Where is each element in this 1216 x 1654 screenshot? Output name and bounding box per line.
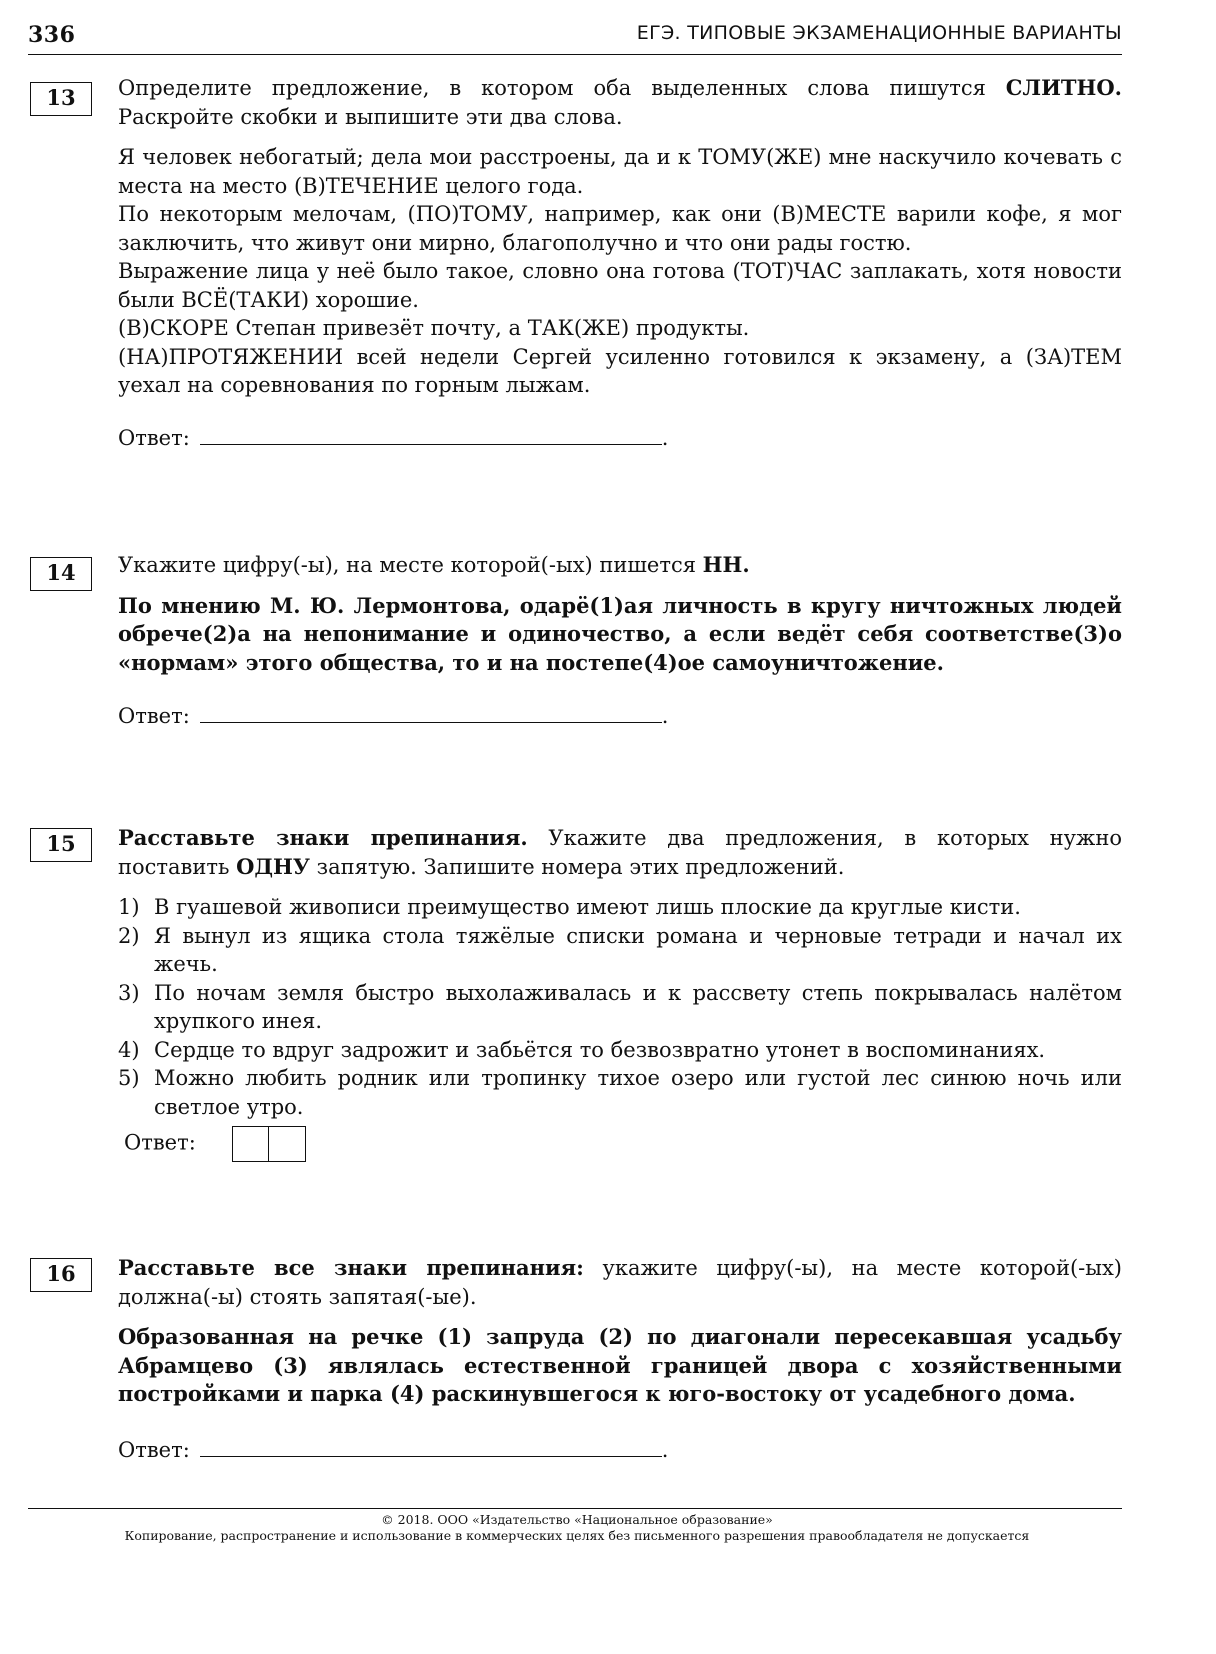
task-13-body bbox=[118, 74, 1122, 400]
task-15-answer: Ответ: bbox=[124, 1126, 306, 1162]
task-15-number: 15 bbox=[30, 828, 92, 862]
task-15-option-5: 5) Можно любить родник или тропинку тихое озеро или густой лес синюю ночь или светлое утро. bbox=[118, 1066, 1122, 1119]
task-16-body bbox=[118, 1254, 1122, 1409]
task-13-sentence-5: (НА)ПРОТЯЖЕНИИ всей недели Сергей усиленно готовился к экзамену, а (ЗА)ТЕМ уехал на соревнования по горным лыжам. bbox=[118, 344, 1122, 397]
task-13-sentence-2: По некоторым мелочам, (ПО)ТОМУ, например, как они (В)МЕСТЕ варили кофе, я мог заключить, что живут они мирно, благополучно и что они рады гостю. bbox=[118, 202, 1122, 255]
footer-rule bbox=[28, 1508, 1122, 1509]
task-13-sentence-4: (В)СКОРЕ Степан привезёт почту, а ТАК(ЖЕ) продукты. bbox=[118, 316, 750, 340]
footer-notice: Копирование, распространение и использование в коммерческих целях без письменного разрешения правообладателя не допускается bbox=[124, 1528, 1030, 1543]
task-15-option-3: 3) По ночам земля быстро выхолаживалась и к рассвету степь покрывалась налётом хрупкого инея. bbox=[118, 980, 1122, 1033]
task-16-answer[interactable]: Ответ: . bbox=[118, 1438, 669, 1462]
task-15-answer-cells[interactable] bbox=[232, 1126, 306, 1162]
running-title: ЕГЭ. ТИПОВЫЕ ЭКЗАМЕНАЦИОННЫЕ ВАРИАНТЫ bbox=[636, 22, 1122, 44]
task-15-option-1: 1) В гуашевой живописи преимущество имеют лишь плоские да круглые кисти. bbox=[118, 895, 1021, 919]
task-15-instruction: Расставьте знаки препинания. Укажите два предложения, в которых нужно поставить ОДНУ запятую. Запишите номера этих предложений. bbox=[118, 825, 1122, 879]
footer bbox=[0, 1512, 1154, 1544]
task-13-number: 13 bbox=[30, 82, 92, 116]
task-14-number: 14 bbox=[30, 557, 92, 591]
footer-copyright: © 2018. ООО «Издательство «Национальное образование» bbox=[381, 1512, 773, 1527]
task-14-answer[interactable]: Ответ: . bbox=[118, 704, 669, 728]
task-14-text: По мнению М. Ю. Лермонтова, одарё(1)ая личность в кругу ничтожных людей обрече(2)а на непонимание и одиночество, а если ведёт себя соответстве(3)о «нормам» этого общества, то и на постепе(4)ое самоуничтожение. bbox=[118, 592, 1122, 675]
task-13-answer[interactable]: Ответ: . bbox=[118, 426, 669, 450]
task-15-option-4: 4) Сердце то вдруг задрожит и забьётся то безвозвратно утонет в воспоминаниях. bbox=[118, 1037, 1046, 1062]
task-13-instruction: Определите предложение, в котором оба выделенных слова пишутся СЛИТНО. Раскройте скобки и выпишите эти два слова. bbox=[118, 75, 1122, 129]
task-15-option-2: 2) Я вынул из ящика стола тяжёлые списки романа и черновые тетради и начал их жечь. bbox=[118, 923, 1122, 976]
task-16-instruction: Расставьте все знаки препинания: укажите цифру(-ы), на месте которой(-ых) должна(-ы) стоять запятая(-ые). bbox=[118, 1255, 1122, 1309]
task-14-body bbox=[118, 551, 1122, 677]
header-rule bbox=[28, 54, 1122, 55]
task-13-sentence-1: Я человек небогатый; дела мои расстроены, да и к ТОМУ(ЖЕ) мне наскучило кочевать с места на место (В)ТЕЧЕНИЕ целого года. bbox=[118, 145, 1122, 198]
task-16-number: 16 bbox=[30, 1258, 92, 1292]
page-number: 336 bbox=[28, 22, 76, 48]
task-15-body bbox=[118, 824, 1122, 1121]
task-13-sentence-3: Выражение лица у неё было такое, словно она готова (ТОТ)ЧАС заплакать, хотя новости были ВСЁ(ТАКИ) хорошие. bbox=[118, 259, 1122, 312]
task-16-text: Образованная на речке (1) запруда (2) по диагонали пересекавшая усадьбу Абрамцево (3) являлась естественной границей двора с хозяйственными постройками и парка (4) раскинувшегося к юго-востоку от усадебного дома. bbox=[118, 1324, 1122, 1406]
task-14-instruction: Укажите цифру(-ы), на месте которой(-ых) пишется НН. bbox=[118, 552, 750, 577]
